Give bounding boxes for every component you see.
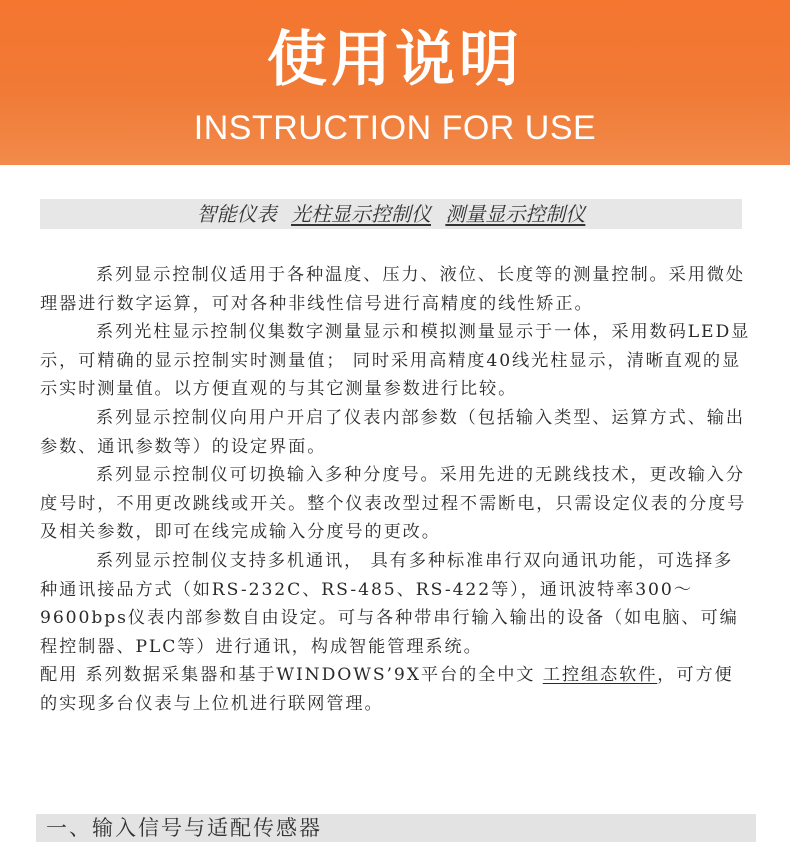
- product-item-smart-instrument: 智能仪表: [196, 202, 277, 226]
- description-body: [40, 261, 752, 719]
- paragraph-applications: 系列显示控制仪适用于各种温度、压力、液位、长度等的测量控制。采用微处理器进行数字运算，可对各种非线性信号进行高精度的线性矫正。: [40, 265, 745, 314]
- software-text-before: 配用 系列数据采集器和基于WINDOWS’9X平台的全中文: [40, 665, 543, 686]
- paragraph-input-switching: 系列显示控制仪可切换输入多种分度号。采用先进的无跳线技术，更改输入分度号时，不用更改跳线或开关。整个仪表改型过程不需断电，只需设定仪表的分度号及相关参数，即可在线完成输入分度号的更改。: [40, 465, 747, 543]
- software-text-after: ，可方便的实现多台仪表与上位机进行联网管理。: [40, 665, 734, 714]
- paragraph-software: [40, 661, 752, 718]
- section-heading: 一、输入信号与适配传感器: [36, 814, 756, 842]
- header-banner: [0, 0, 790, 165]
- product-item-light-column: 光柱显示控制仪: [291, 202, 431, 226]
- paragraph-light-column: 系列光柱显示控制仪集数字测量显示和模拟测量显示于一体，采用数码LED显示，可精确的显示控制实时测量值； 同时采用高精度40线光柱显示，清晰直观的显示实时测量值。以方便直观的与其它测量参数进行比较。: [40, 322, 751, 400]
- banner-title: 使用说明: [267, 25, 523, 95]
- software-link[interactable]: 工控组态软件: [542, 665, 658, 686]
- paragraph-communication: 系列显示控制仪支持多机通讯， 具有多种标准串行双向通讯功能，可选择多种通讯接品方式（如RS-232C、RS-485、RS-422等），通讯波特率300～9600bps仪表内部参数自由设定。可与各种带串行输入输出的设备（如电脑、可编程控制器、PLC等）进行通讯，构成智能管理系统。: [40, 550, 739, 657]
- product-item-measure-display: 测量显示控制仪: [445, 202, 586, 226]
- banner-subtitle: INSTRUCTION FOR USE: [193, 109, 597, 147]
- product-category-bar: [40, 199, 742, 229]
- paragraph-parameters: 系列显示控制仪向用户开启了仪表内部参数（包括输入类型、运算方式、输出参数、通讯参数等）的设定界面。: [40, 407, 745, 457]
